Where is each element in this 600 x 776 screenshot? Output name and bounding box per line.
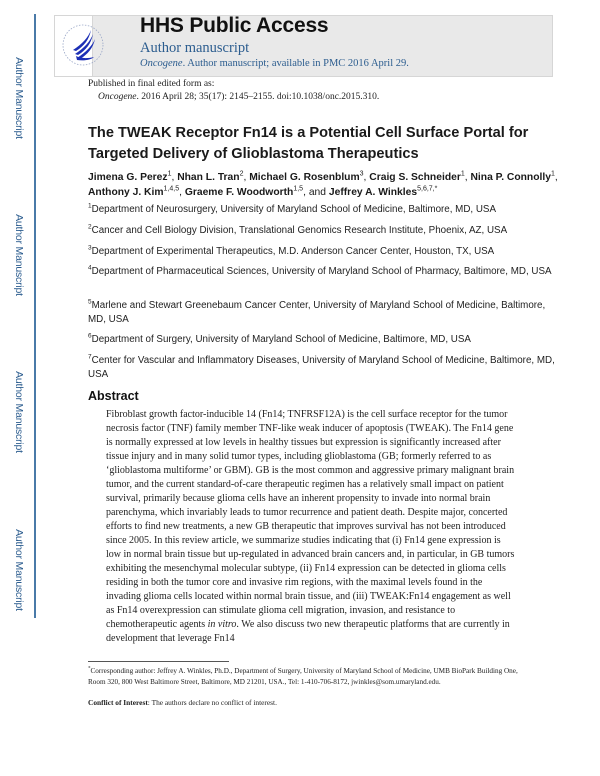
- abstract-body: Fibroblast growth factor-inducible 14 (Fn14; TNFRSF12A) is the cell surface receptor for the tumor necrosis factor (TNF) family member TNF-like weak inducer of apoptosis (TWEAK). The Fn14 gene is normally expressed at low levels in healthy tissues but expression is significantly increased after tissue injury and in many solid tumor types, including glioblastoma (GB; formerly referred to as ‘glioblastoma multiforme’ or GBM). GB is the most common and aggressive primary malignant brain tumor, and the current standard-of-care therapeutic regimen has a relatively small impact on patient survival, primarily because glioma cells have an inherent propensity to invade into normal brain parenchyma, which invariably leads to tumor recurrence and patient death. Despite major, concerted efforts to find new treatments, a new GB therapeutic that improves survival has not been introduced since 2005. In this review article, we summarize studies indicating that (i) Fn14 gene expression is low in normal brain tissue but up-regulated in advanced brain cancers and, in particular, in GB tumors exhibiting the mesenchymal molecular subtype, (ii) Fn14 expression can be detected in glioma cells residing in both the tumor core and invasive rim regions, with the maximal levels found in the invading glioma cells located within normal brain tissue, and (iii) TWEAK:Fn14 engagement as well as Fn14 overexpression can stimulate glioma cell migration, invasion, and resistance to chemotherapeutic agents in vitro. We also discuss two new therapeutic platforms that are currently in development that leverage Fn14: [106, 409, 515, 644]
- affiliation: $^5$Marlene and Stewart Greenebaum Cancer Center, University of Maryland School of Medicine, Baltimore, MD, USA: [88, 298, 546, 325]
- affiliation: $^6$Department of Surgery, University of Maryland School of Medicine, Baltimore, MD, USA: [88, 332, 471, 345]
- affiliation: $^1$Department of Neurosurgery, University of Maryland School of Medicine, Baltimore, MD, USA: [88, 202, 496, 215]
- author: Nina P. Connolly: [470, 172, 551, 183]
- published-label: Published in final edited form as:: [88, 79, 215, 89]
- pmc-availability: Oncogene. Author manuscript; available in PMC 2016 April 29.: [140, 58, 409, 69]
- sidebar-label-1: Author Manuscript: [13, 57, 25, 139]
- sidebar-rule: [34, 14, 36, 618]
- affiliation: $^7$Center for Vascular and Inflammatory Diseases, University of Maryland School of Medicine, Baltimore, MD, USA: [88, 353, 555, 380]
- author: Jimena G. Perez: [88, 172, 168, 183]
- paper-title: The TWEAK Receptor Fn14 is a Potential Cell Surface Portal for Targeted Delivery of Glioblastoma Therapeutics: [88, 125, 529, 162]
- author: Jeffrey A. Winkles: [328, 187, 418, 198]
- abstract-heading: Abstract: [88, 389, 139, 403]
- conflict-of-interest: Conflict of Interest: The authors declare no conflict of interest.: [88, 698, 277, 707]
- affiliation: $^3$Department of Experimental Therapeutics, M.D. Anderson Cancer Center, Houston, TX, USA: [88, 244, 495, 257]
- affiliation: $^2$Cancer and Cell Biology Division, Translational Genomics Research Institute, Phoenix, AZ, USA: [88, 223, 508, 236]
- sidebar-label-2: Author Manuscript: [13, 214, 25, 296]
- author: Graeme F. Woodworth: [184, 187, 294, 198]
- author: Craig S. Schneider: [369, 172, 461, 183]
- sidebar-label-3: Author Manuscript: [13, 371, 25, 453]
- author: Michael G. Rosenblum: [249, 172, 360, 183]
- affiliation: $^4$Department of Pharmaceutical Sciences, University of Maryland School of Pharmacy, Baltimore, MD, USA: [88, 264, 552, 277]
- author: Anthony J. Kim: [88, 187, 164, 198]
- hhs-eagle-icon: [58, 20, 108, 70]
- footnote-divider: [88, 661, 229, 662]
- corresponding-author-note: *Corresponding author: Jeffrey A. Winkles, Ph.D., Department of Surgery, University of Maryland School of Medicine, UMB BioPark Building One, Room 320, 800 West Baltimore Street, Baltimore, MD 21201, USA., Tel: 1-410-706-8172, jwinkles@som.umaryland.edu.: [88, 666, 518, 686]
- citation: Oncogene. 2016 April 28; 35(17): 2145–2155. doi:10.1038/onc.2015.310.: [98, 92, 380, 102]
- author-list: Jimena G. Perez$^1$, Nhan L. Tran$^2$, Michael G. Rosenblum$^3$, Craig S. Schneider$^1$, Nina P. Connolly$^1$, Anthony J. Kim$^{1,4,5}$, Graeme F. Woodworth$^{1,5}$, and Jeffrey A. Winkles$^{5,6,7,*}$: [88, 170, 558, 198]
- author: Nhan L. Tran: [177, 172, 240, 183]
- hhs-title: HHS Public Access: [140, 14, 329, 37]
- sidebar-label-4: Author Manuscript: [13, 529, 25, 611]
- author-manuscript-label: Author manuscript: [140, 40, 250, 56]
